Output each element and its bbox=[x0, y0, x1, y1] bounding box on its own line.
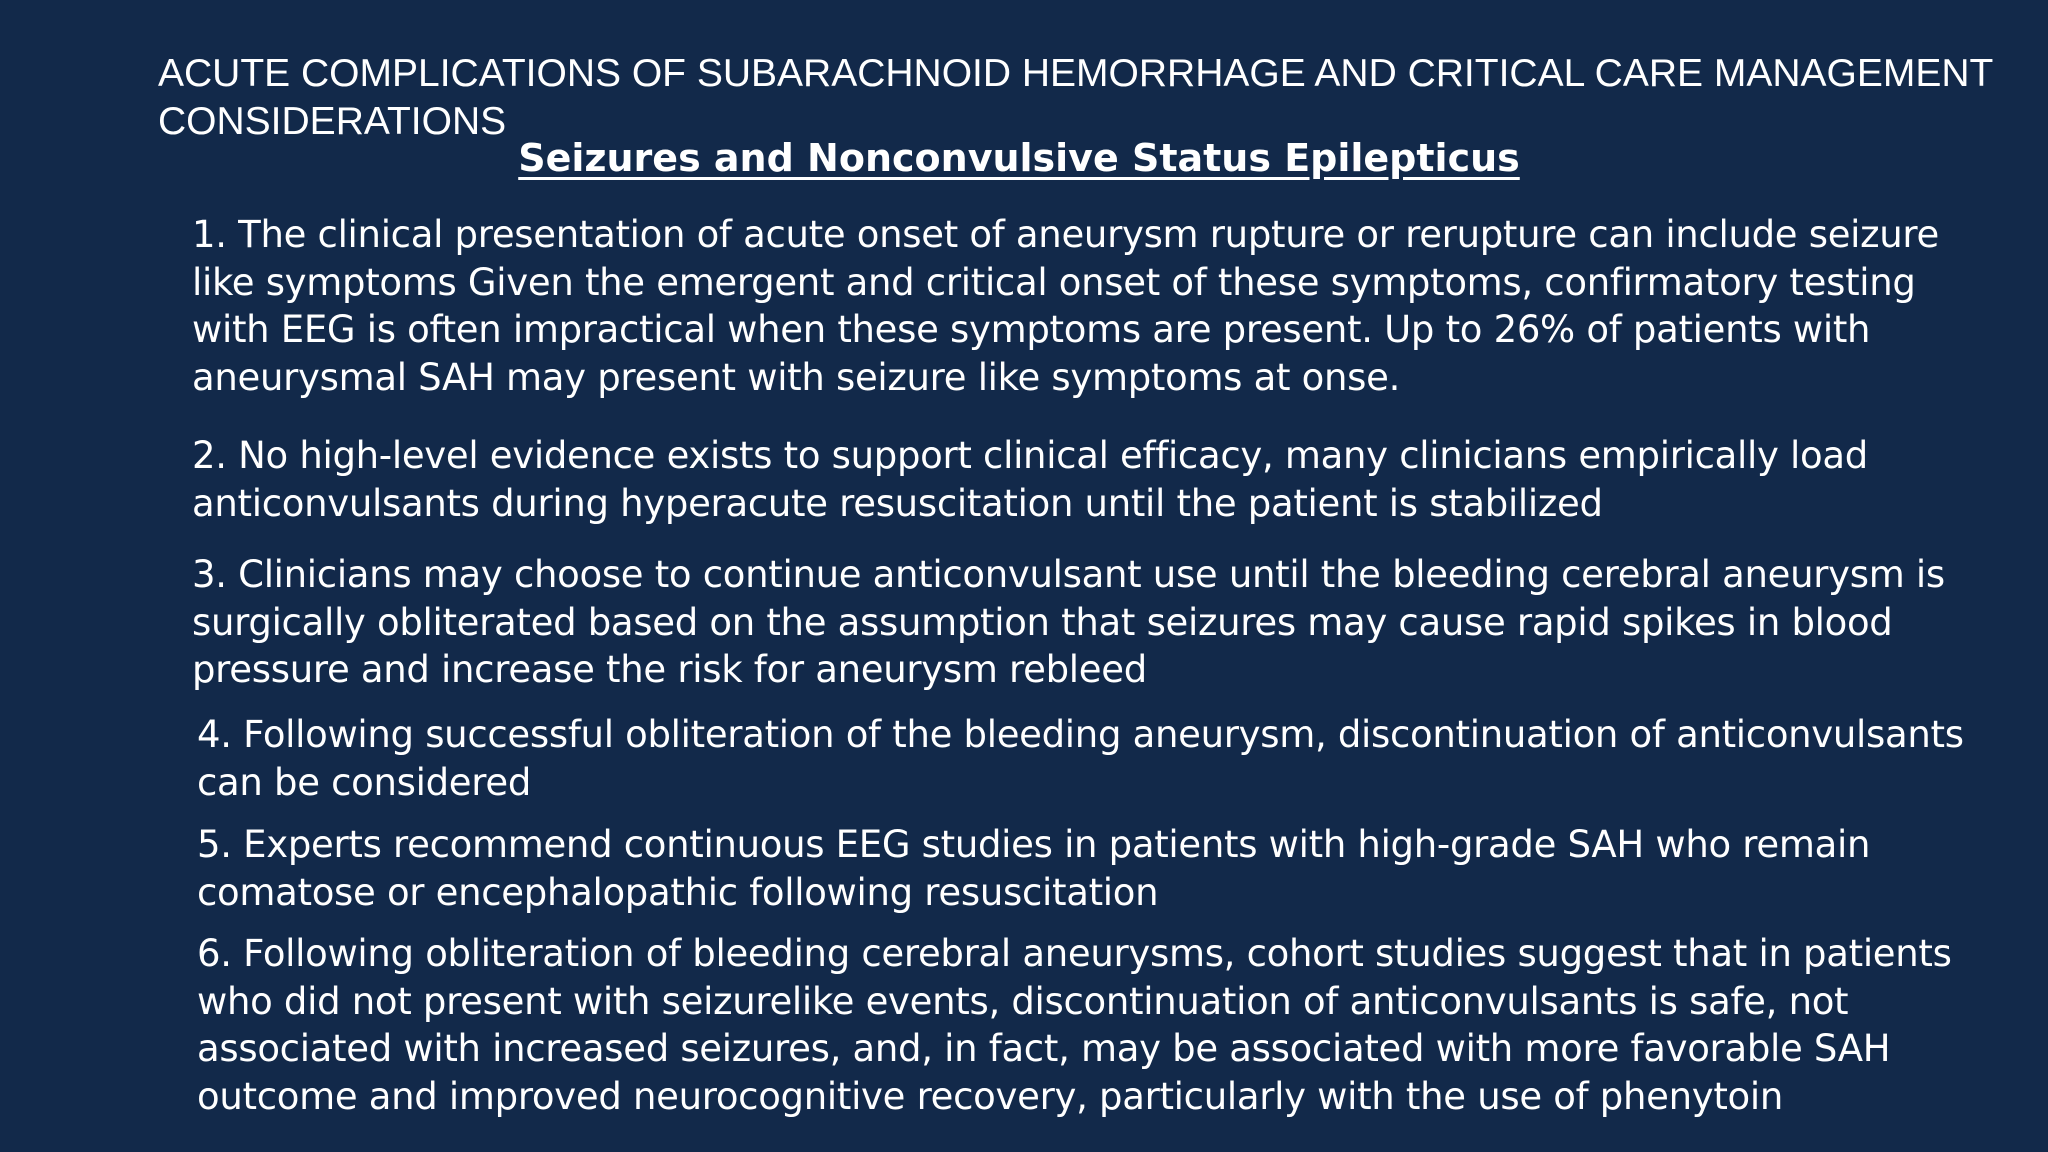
section-heading: Seizures and Nonconvulsive Status Epilepticus bbox=[518, 136, 1520, 180]
bullet-point-4: 4. Following successful obliteration of the bleeding aneurysm, discontinuation of anticonvulsants can be considered bbox=[197, 713, 1964, 804]
bullet-point-1: 1. The clinical presentation of acute onset of aneurysm rupture or rerupture can include seizure like symptoms Given the emergent and critical onset of these symptoms, confirmatory testing with EEG is often impractical when these symptoms are present. Up to 26% of patients with aneurysmal SAH may present with seizure like symptoms at onse. bbox=[192, 213, 1939, 399]
slide-title: ACUTE COMPLICATIONS OF SUBARACHNOID HEMORRHAGE AND CRITICAL CARE MANAGEMENT CONSIDERATIONS bbox=[158, 52, 1993, 143]
bullet-point-6: 6. Following obliteration of bleeding cerebral aneurysms, cohort studies suggest that in patients who did not present with seizurelike events, discontinuation of anticonvulsants is safe, not associated with increased seizures, and, in fact, may be associated with more favorable SAH outcome and improved neurocognitive recovery, particularly with the use of phenytoin bbox=[197, 932, 1952, 1118]
bullet-point-2: 2. No high-level evidence exists to support clinical efficacy, many clinicians empirically load anticonvulsants during hyperacute resuscitation until the patient is stabilized bbox=[192, 434, 1868, 525]
bullet-point-3: 3. Clinicians may choose to continue anticonvulsant use until the bleeding cerebral aneurysm is surgically obliterated based on the assumption that seizures may cause rapid spikes in blood pressure and increase the risk for aneurysm rebleed bbox=[192, 553, 1945, 691]
bullet-point-5: 5. Experts recommend continuous EEG studies in patients with high-grade SAH who remain comatose or encephalopathic following resuscitation bbox=[197, 823, 1871, 914]
